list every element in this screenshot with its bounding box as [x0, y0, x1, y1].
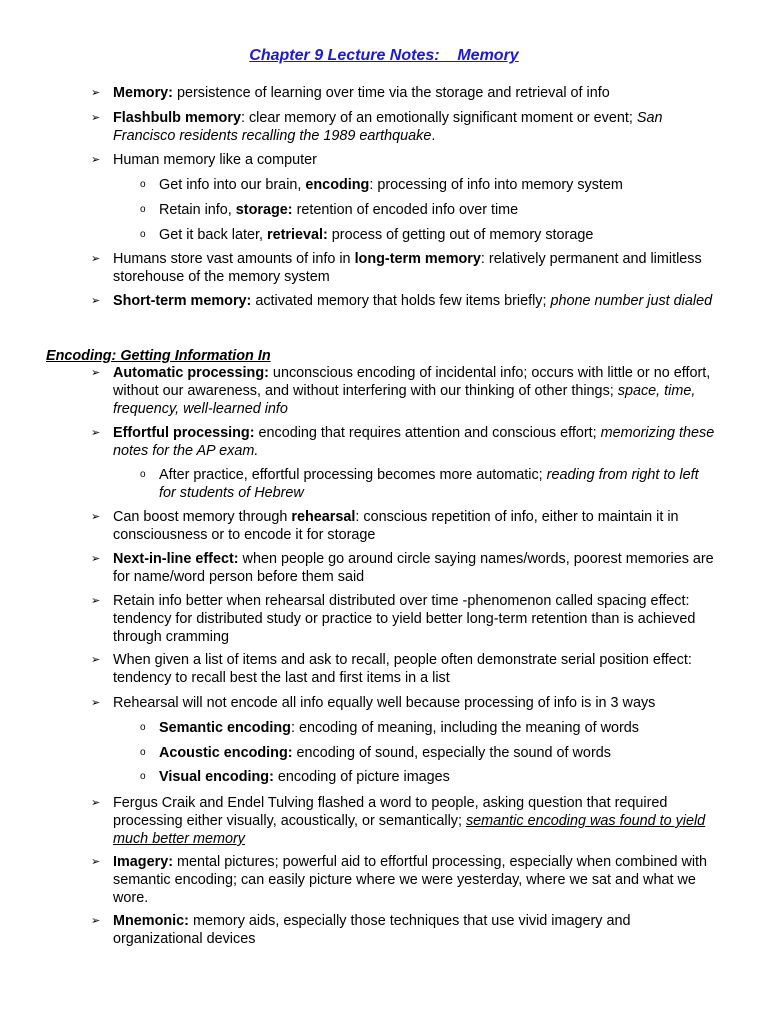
definition: persistence of learning over time via the storage and retrieval of info — [172, 85, 610, 101]
term: Acoustic encoding: — [159, 745, 293, 761]
example: space, time, frequency, well-learned info — [113, 383, 696, 417]
sub-encoding — [159, 176, 719, 194]
definition: when people go around circle saying names/words, poorest memories are for name/word person before them said — [113, 551, 714, 585]
definition: encoding that requires attention and conscious effort; — [254, 425, 601, 441]
prefix: Retain info, — [159, 202, 236, 218]
prefix: Get it back later, — [159, 227, 267, 243]
text: Human memory like a computer — [113, 152, 317, 168]
term: Next-in-line effect: — [113, 551, 239, 567]
definition: : processing of info into memory system — [369, 177, 623, 193]
definition: mental pictures; powerful aid to effortful processing, especially when combined with semantic encoding; can easily picture where we were yesterday, where we sat and what we wore. — [113, 854, 708, 906]
example: memorizing these notes for the AP exam. — [113, 425, 715, 459]
definition: : clear memory of an emotionally significant moment or event; — [240, 110, 637, 126]
term: Imagery: — [113, 854, 173, 870]
definition: activated memory that holds few items briefly; — [251, 293, 551, 309]
definition: : conscious repetition of info, either to maintain it in consciousness or to encode it for storage — [113, 509, 679, 543]
page-title: Chapter 9 Lecture Notes: Memory — [249, 47, 519, 64]
bullet-serial-position — [113, 651, 723, 687]
definition: memory aids, especially those techniques that use vivid imagery and organizational devices — [113, 913, 631, 947]
example: San Francisco residents recalling the 1989 earthquake — [113, 110, 663, 144]
sub-semantic-encoding — [159, 719, 719, 737]
bullet-memory — [113, 84, 723, 102]
section-heading: Encoding: Getting Information In — [46, 348, 271, 364]
definition: : relatively permanent and limitless storehouse of the memory system — [113, 251, 702, 285]
definition: retention of encoded info over time — [292, 202, 519, 218]
sub-visual-encoding — [159, 768, 719, 786]
term: Short-term memory: — [113, 293, 252, 309]
sub-practice — [159, 466, 719, 502]
bullet-mnemonic — [113, 912, 723, 948]
bullet-effortful-processing — [113, 424, 723, 460]
bullet-rehearsal — [113, 508, 723, 544]
definition: process of getting out of memory storage — [327, 227, 594, 243]
definition: encoding of picture images — [273, 769, 450, 785]
bullet-next-in-line-effect — [113, 550, 723, 586]
term: Effortful processing: — [113, 425, 255, 441]
text: Retain info better when rehearsal distributed over time -phenomenon called spacing effect: tendency for distributed study or practice to yield better long-term retention than is achieved through cramming — [113, 593, 696, 645]
text: When given a list of items and ask to recall, people often demonstrate serial position effect: tendency to recall best the last and first items in a list — [113, 652, 692, 686]
sub-storage — [159, 201, 719, 219]
bullet-automatic-processing — [113, 364, 723, 418]
term: Visual encoding: — [159, 769, 274, 785]
bullet-short-term-memory — [113, 292, 723, 310]
term: rehearsal — [291, 509, 356, 525]
example: semantic encoding was found to yield much better memory — [113, 813, 706, 847]
sub-acoustic-encoding — [159, 744, 719, 762]
term: long-term memory — [354, 251, 481, 267]
term: encoding — [305, 177, 370, 193]
term: storage: — [235, 202, 293, 218]
text: Rehearsal will not encode all info equally well because processing of info is in 3 ways — [113, 695, 656, 711]
bullet-long-term-memory — [113, 250, 723, 286]
example: reading from right to left for students of Hebrew — [159, 467, 699, 501]
bullet-flashbulb — [113, 109, 723, 145]
period: . — [431, 128, 436, 144]
example: phone number just dialed — [550, 293, 713, 309]
term: Semantic encoding — [159, 720, 291, 736]
prefix: Get info into our brain, — [159, 177, 306, 193]
bullet-three-ways — [113, 694, 723, 712]
term: Memory: — [113, 85, 173, 101]
term: Mnemonic: — [113, 913, 189, 929]
bullet-craik-tulving — [113, 794, 723, 848]
bullet-computer — [113, 151, 723, 169]
term: Automatic processing: — [113, 365, 269, 381]
prefix: Can boost memory through — [113, 509, 292, 525]
bullet-imagery — [113, 853, 723, 907]
definition: unconscious encoding of incidental info; occurs with little or no effort, without our awareness, and without interfering with our thinking of other things; — [113, 365, 711, 399]
term: retrieval: — [266, 227, 328, 243]
definition: : encoding of meaning, including the meaning of words — [290, 720, 639, 736]
term: Flashbulb memory — [113, 110, 241, 126]
prefix: Humans store vast amounts of info in — [113, 251, 355, 267]
text: Fergus Craik and Endel Tulving flashed a word to people, asking question that required processing either visually, acoustically, or semantically; — [113, 795, 668, 829]
definition: encoding of sound, especially the sound of words — [292, 745, 611, 761]
sub-retrieval — [159, 226, 719, 244]
bullet-spacing-effect — [113, 592, 723, 646]
text: After practice, effortful processing becomes more automatic; — [159, 467, 547, 483]
